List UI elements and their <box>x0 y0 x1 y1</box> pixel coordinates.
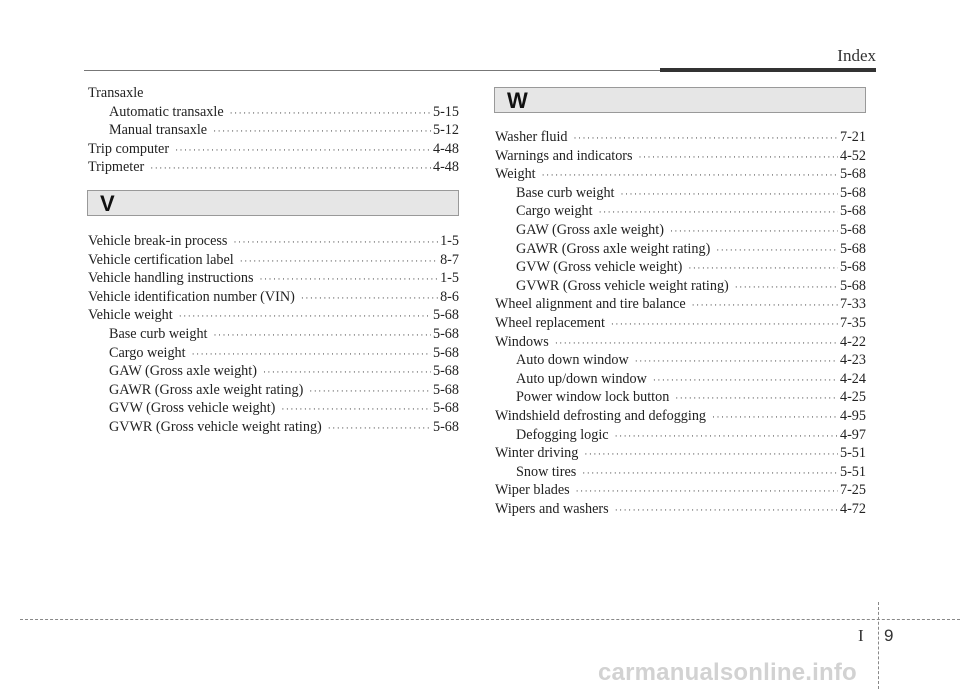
index-entry <box>495 444 866 463</box>
index-entry <box>495 128 866 147</box>
right-column-w-entries <box>495 128 866 518</box>
index-entry-page: 5-15 <box>432 103 459 120</box>
index-entry-label: Vehicle identification number (VIN) <box>88 288 295 305</box>
index-entry-label: Washer fluid <box>495 129 568 145</box>
index-entry-label: Base curb weight <box>516 184 615 201</box>
dot-leader <box>233 233 438 252</box>
dot-leader <box>621 185 838 204</box>
index-entry-page: 5-68 <box>432 344 459 361</box>
dot-leader <box>260 270 439 289</box>
dot-leader <box>716 241 838 260</box>
section-letter-v: V <box>100 191 115 216</box>
index-entry <box>495 295 866 314</box>
dot-leader <box>688 259 838 278</box>
dot-leader <box>653 371 838 390</box>
header-accent-bar <box>660 68 876 72</box>
index-entry-page: 1-5 <box>440 270 459 287</box>
index-entry-page: 4-22 <box>839 333 866 350</box>
index-entry-label: GAWR (Gross axle weight rating) <box>109 381 304 398</box>
index-entry <box>88 306 459 325</box>
index-entry-page: 5-51 <box>839 463 866 480</box>
section-header-w <box>494 87 866 113</box>
footer-vertical-line <box>878 602 879 689</box>
index-subentry <box>495 351 866 370</box>
watermark-text: carmanualsonline.info <box>598 659 857 686</box>
index-entry-page: 7-35 <box>839 314 866 331</box>
index-entry-page: 7-33 <box>839 296 866 313</box>
dot-leader <box>542 166 838 185</box>
index-subentry <box>495 240 866 259</box>
index-entry <box>495 314 866 333</box>
index-entry-label: Vehicle handling instructions <box>88 270 254 287</box>
index-entry <box>88 232 459 251</box>
index-subentry <box>88 344 459 363</box>
dot-leader <box>615 501 838 520</box>
index-entry-label: Winter driving <box>495 445 579 462</box>
dot-leader <box>574 129 838 148</box>
index-entry <box>88 288 459 307</box>
index-subentry <box>495 388 866 407</box>
index-entry-label: Windows <box>495 333 549 350</box>
dot-leader <box>670 222 838 241</box>
index-entry-page: 7-21 <box>839 129 866 145</box>
left-column-top-entries <box>88 84 459 177</box>
index-entry-label: Wiper blades <box>495 482 570 499</box>
section-header-v <box>87 190 459 216</box>
index-entry-page: 5-68 <box>432 381 459 398</box>
dot-leader <box>263 363 431 382</box>
dot-leader <box>301 289 438 308</box>
index-entry <box>495 333 866 352</box>
dot-leader <box>611 315 838 334</box>
dot-leader <box>615 427 838 446</box>
index-subentry <box>88 418 459 437</box>
index-subentry <box>495 184 866 203</box>
index-subentry <box>88 121 459 140</box>
dot-leader <box>555 334 838 353</box>
index-entry-label: Power window lock button <box>516 389 670 406</box>
dot-leader <box>675 389 838 408</box>
index-entry-page: 7-25 <box>839 482 866 499</box>
index-entry-label: GVWR (Gross vehicle weight rating) <box>109 418 322 435</box>
index-entry-page: 4-97 <box>839 426 866 443</box>
index-subentry <box>495 277 866 296</box>
index-entry-page: 5-68 <box>839 277 866 294</box>
dot-leader <box>584 445 838 464</box>
index-entry-page: 5-68 <box>839 166 866 183</box>
index-entry <box>495 500 866 519</box>
index-subentry <box>495 426 866 445</box>
index-entry-label: GVW (Gross vehicle weight) <box>109 400 276 417</box>
dot-leader <box>214 326 431 345</box>
section-roman-numeral: I <box>858 626 864 645</box>
index-entry-page: 1-5 <box>440 233 459 249</box>
index-subentry <box>495 463 866 482</box>
dot-leader <box>150 159 431 178</box>
dot-leader <box>213 122 431 141</box>
index-entry-page: 5-68 <box>432 363 459 380</box>
index-subentry <box>88 362 459 381</box>
dot-leader <box>230 104 431 123</box>
index-entry-page: 5-68 <box>432 418 459 435</box>
dot-leader <box>309 382 431 401</box>
dot-leader <box>735 278 838 297</box>
dot-leader <box>175 141 431 160</box>
index-entry-page: 4-25 <box>839 389 866 406</box>
index-entry-label: Cargo weight <box>109 344 186 361</box>
index-entry-label: Snow tires <box>516 463 577 480</box>
dot-leader <box>692 296 838 315</box>
index-entry-label: Cargo weight <box>516 203 593 220</box>
index-entry-label: Weight <box>495 166 536 183</box>
index-entry-page: 5-12 <box>432 122 459 139</box>
index-entry-label: Base curb weight <box>109 325 208 342</box>
dot-leader <box>599 203 838 222</box>
index-entry-label: GAWR (Gross axle weight rating) <box>516 240 711 257</box>
index-entry-page: 4-48 <box>432 140 459 157</box>
index-subentry <box>495 221 866 240</box>
index-subentry <box>88 381 459 400</box>
index-entry-page: 8-7 <box>440 251 459 268</box>
index-entry-page: 5-68 <box>839 184 866 201</box>
index-entry <box>88 269 459 288</box>
dot-leader <box>582 464 838 483</box>
dot-leader <box>712 408 838 427</box>
index-entry <box>495 481 866 500</box>
index-entry-page: 4-72 <box>839 500 866 517</box>
index-entry <box>88 84 459 103</box>
index-entry-label: Auto down window <box>516 352 629 369</box>
index-entry-page: 5-68 <box>432 325 459 342</box>
index-entry-label: Trip computer <box>88 140 170 157</box>
index-entry-label: Wheel alignment and tire balance <box>495 296 686 313</box>
index-entry-label: GAW (Gross axle weight) <box>109 363 257 380</box>
dot-leader <box>281 400 431 419</box>
index-entry <box>495 165 866 184</box>
index-entry-page: 5-51 <box>839 445 866 462</box>
index-entry-page: 4-24 <box>839 370 866 387</box>
index-entry-page: 5-68 <box>432 307 459 324</box>
index-entry-page: 4-52 <box>839 147 866 164</box>
index-entry-label: Manual transaxle <box>109 122 208 139</box>
dot-leader <box>192 345 431 364</box>
dot-leader <box>576 482 838 501</box>
index-entry-label: Automatic transaxle <box>109 103 224 120</box>
dot-leader <box>240 252 438 271</box>
index-entry <box>88 251 459 270</box>
dot-leader <box>179 307 431 326</box>
index-entry-label: Wipers and washers <box>495 500 609 517</box>
index-entry-label: GVW (Gross vehicle weight) <box>516 259 683 276</box>
index-entry-page: 5-68 <box>839 203 866 220</box>
index-entry-label: Defogging logic <box>516 426 609 443</box>
index-entry-label: GVWR (Gross vehicle weight rating) <box>516 277 729 294</box>
dot-leader <box>635 352 838 371</box>
left-column-v-entries <box>88 232 459 437</box>
dot-leader <box>328 419 431 438</box>
page-title: Index <box>837 46 876 65</box>
index-entry-label: Vehicle break-in process <box>88 233 228 249</box>
index-entry <box>495 407 866 426</box>
index-entry-label: Warnings and indicators <box>495 147 633 164</box>
section-letter-w: W <box>507 88 528 113</box>
dot-leader <box>639 148 838 167</box>
index-subentry <box>88 103 459 122</box>
index-entry <box>495 147 866 166</box>
index-entry-label: GAW (Gross axle weight) <box>516 221 664 238</box>
index-entry-label: Tripmeter <box>88 159 145 176</box>
index-subentry <box>88 399 459 418</box>
index-entry-page: 4-95 <box>839 407 866 424</box>
index-entry-page: 5-68 <box>839 221 866 238</box>
index-entry-label: Wheel replacement <box>495 314 605 331</box>
index-entry-page: 5-68 <box>432 400 459 417</box>
index-subentry <box>495 258 866 277</box>
index-entry-label: Windshield defrosting and defogging <box>495 407 707 424</box>
index-subentry <box>88 325 459 344</box>
index-entry-page: 5-68 <box>839 240 866 257</box>
index-subentry <box>495 202 866 221</box>
index-entry-label: Auto up/down window <box>516 370 647 387</box>
index-entry-label: Transaxle <box>88 85 144 101</box>
page-number-value: 9 <box>884 626 894 645</box>
index-entry-label: Vehicle certification label <box>88 251 234 268</box>
index-entry-label: Vehicle weight <box>88 307 173 324</box>
index-entry <box>88 158 459 177</box>
index-subentry <box>495 370 866 389</box>
index-entry-page: 5-68 <box>839 259 866 276</box>
footer-divider <box>20 619 960 620</box>
index-entry-page: 8-6 <box>440 288 459 305</box>
index-entry-page: 4-48 <box>432 159 459 176</box>
index-entry-page: 4-23 <box>839 352 866 369</box>
index-entry <box>88 140 459 159</box>
